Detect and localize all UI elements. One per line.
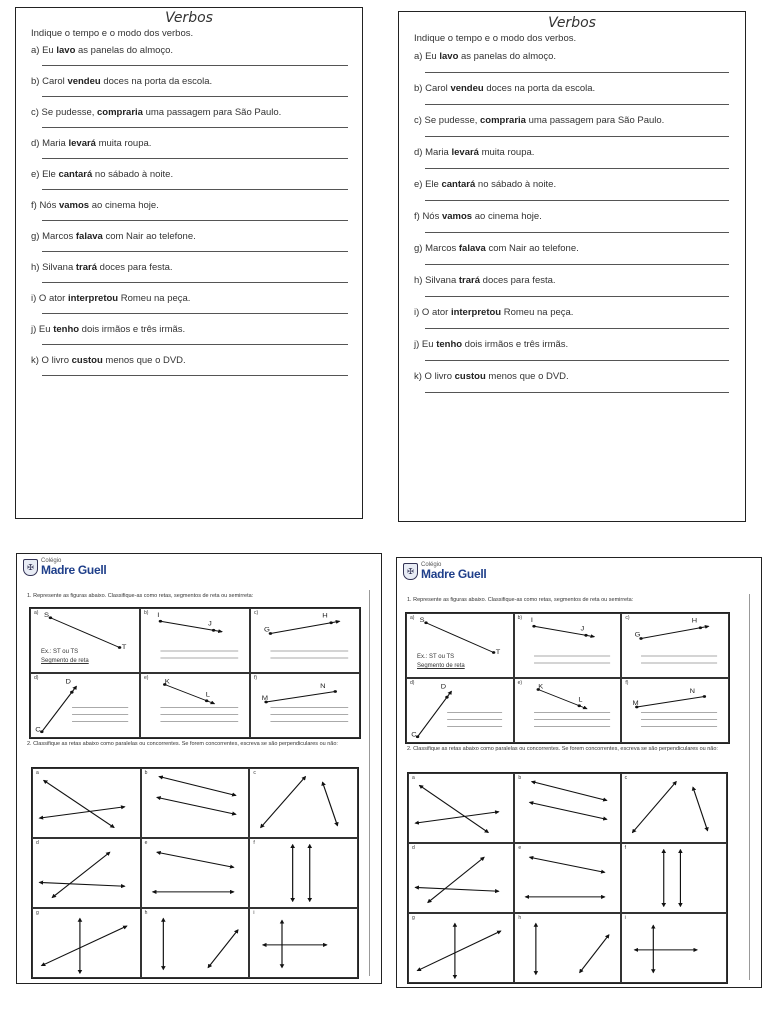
list-item: d) Maria levará muita roupa. [16, 138, 362, 159]
point-label: L [578, 697, 583, 704]
list-item: k) O livro custou menos que o DVD. [16, 355, 362, 376]
lines-cell-9 [249, 908, 358, 978]
point-label: M [261, 695, 269, 703]
lines-drawing [515, 844, 619, 912]
point-marker [49, 616, 52, 619]
point-marker [584, 634, 587, 637]
double-arrow-line [415, 812, 498, 823]
list-item: h) Silvana trará doces para festa. [16, 262, 362, 283]
answer-line[interactable] [42, 65, 348, 66]
point-marker [334, 690, 337, 693]
point-label: H [692, 618, 698, 625]
answer-line[interactable] [42, 158, 348, 159]
cell-label: f) [625, 680, 629, 686]
cell-label: e [144, 840, 148, 846]
double-arrow-line [580, 935, 609, 973]
verb-list [16, 45, 362, 376]
logo-college-label: Colégio [421, 562, 442, 568]
list-item: g) Marcos falava com Nair ao telefone. [16, 231, 362, 252]
point-label: D [65, 679, 72, 686]
point-marker [70, 691, 73, 694]
lines-cell-6 [249, 838, 358, 908]
point-label: J [207, 621, 212, 628]
figure-drawing [407, 679, 513, 742]
list-item: c) Se pudesse, compraria uma passagem para São Paulo. [16, 107, 362, 128]
cell-label: i [624, 915, 626, 921]
margin-line [369, 590, 370, 976]
figure-drawing [251, 609, 359, 672]
lines-drawing [142, 769, 249, 837]
lines-drawing [409, 844, 513, 912]
double-arrow-line [52, 852, 110, 897]
point-label: G [263, 627, 270, 634]
answer-line[interactable] [425, 296, 729, 297]
double-arrow-line [208, 930, 238, 968]
question-1-text: 1. Represente as figuras abaixo. Classifique-as como retas, segmentos de reta ou semirreta: [407, 597, 634, 603]
double-arrow-line [39, 807, 124, 818]
figure-line [641, 626, 709, 638]
geometry-sheet-left [16, 553, 382, 984]
figure-cell-4 [406, 678, 514, 743]
lines-drawing [622, 844, 726, 912]
point-label: S [43, 612, 50, 619]
example-notation: Ex.: ST ou TS [41, 649, 79, 655]
answer-line[interactable] [425, 328, 729, 329]
figure-drawing [622, 679, 728, 742]
cell-label: e) [144, 675, 149, 681]
lines-drawing [622, 774, 726, 842]
figures-grid [29, 607, 361, 739]
answer-line[interactable] [42, 375, 348, 376]
double-arrow-line [39, 882, 124, 886]
figure-cell-6 [250, 673, 360, 738]
school-logo [23, 558, 106, 576]
point-label: M [632, 700, 640, 708]
lines-drawing [250, 769, 357, 837]
point-label: N [320, 683, 326, 690]
lines-grid [407, 772, 728, 984]
figure-drawing [622, 614, 728, 677]
point-marker [212, 629, 215, 632]
point-label: S [419, 617, 425, 624]
figure-cell-2 [140, 608, 250, 673]
page-title: Verbos [165, 10, 213, 26]
page-title: Verbos [548, 15, 596, 31]
lines-cell-2 [514, 773, 620, 843]
point-label: T [121, 644, 127, 652]
figures-grid [405, 612, 730, 744]
lines-cell-9 [621, 913, 727, 983]
point-marker [205, 699, 208, 702]
double-arrow-line [532, 782, 607, 801]
lines-drawing [33, 909, 140, 977]
verb-list [399, 51, 745, 393]
lines-drawing [622, 914, 726, 982]
lines-cell-5 [141, 838, 250, 908]
answer-line[interactable] [42, 313, 348, 314]
lines-cell-4 [408, 843, 514, 913]
double-arrow-line [530, 857, 605, 872]
cell-label: b [144, 770, 148, 776]
cell-label: b) [517, 615, 523, 621]
cell-label: c) [625, 615, 630, 621]
figure-cell-1 [30, 608, 140, 673]
lines-drawing [33, 769, 140, 837]
double-arrow-line [44, 780, 114, 827]
list-item: i) O ator interpretou Romeu na peça. [16, 293, 362, 314]
lines-drawing [33, 839, 140, 907]
cell-label: a [412, 775, 415, 781]
cell-label: e) [517, 680, 523, 686]
double-arrow-line [261, 777, 306, 828]
lines-cell-7 [32, 908, 141, 978]
question-1-text: 1. Represente as figuras abaixo. Classifique-as como retas, segmentos de reta ou semirreta: [27, 593, 254, 599]
lines-drawing [515, 774, 619, 842]
lines-drawing [142, 909, 249, 977]
point-label: C [35, 727, 41, 734]
point-marker [699, 626, 702, 629]
cell-label: i [253, 910, 255, 916]
figure-cell-4 [30, 673, 140, 738]
lines-grid [31, 767, 359, 979]
point-marker [577, 704, 580, 707]
lines-cell-2 [141, 768, 250, 838]
cell-label: c [624, 775, 628, 781]
geometry-sheet-right [396, 557, 762, 988]
point-label: C [411, 732, 417, 739]
answer-line[interactable] [42, 220, 348, 221]
double-arrow-line [419, 785, 488, 832]
cell-label: d [412, 845, 415, 851]
figure-line [426, 623, 494, 653]
cell-label: g [412, 915, 415, 921]
cell-label: d [36, 840, 39, 846]
cell-label: h [144, 910, 148, 916]
figure-line [270, 621, 339, 633]
cell-label: f [624, 845, 627, 851]
lines-drawing [515, 914, 619, 982]
point-marker [329, 621, 332, 624]
answer-line[interactable] [42, 96, 348, 97]
double-arrow-line [530, 802, 607, 819]
lines-drawing [250, 839, 357, 907]
double-arrow-line [159, 777, 236, 796]
lines-cell-3 [249, 768, 358, 838]
lines-drawing [409, 774, 513, 842]
list-item: a) Eu lavo as panelas do almoço. [399, 51, 745, 73]
cell-label: c [253, 770, 256, 776]
double-arrow-line [693, 787, 708, 830]
lines-drawing [409, 914, 513, 982]
point-label: K [537, 684, 543, 691]
figure-drawing [251, 674, 359, 737]
answer-line[interactable] [425, 72, 729, 73]
answer-line[interactable] [425, 168, 729, 169]
list-item: j) Eu tenho dois irmãos e três irmãs. [399, 339, 745, 361]
point-label: T [495, 649, 501, 657]
point-label: D [440, 684, 447, 691]
lines-cell-4 [32, 838, 141, 908]
verbos-sheet-right [398, 11, 746, 522]
cell-label: a [36, 770, 39, 776]
answer-line[interactable] [425, 232, 729, 233]
figure-line [266, 692, 335, 703]
list-item: f) Nós vamos ao cinema hoje. [399, 211, 745, 233]
figure-cell-1 [406, 613, 514, 678]
point-marker [445, 696, 448, 699]
figure-drawing [515, 614, 621, 677]
answer-line[interactable] [42, 189, 348, 190]
point-marker [532, 625, 535, 628]
point-label: G [635, 632, 641, 639]
double-arrow-line [417, 931, 500, 971]
double-arrow-line [42, 926, 127, 966]
example-notation: Ex.: ST ou TS [417, 654, 455, 660]
answer-line[interactable] [425, 360, 729, 361]
double-arrow-line [323, 782, 338, 825]
list-item: b) Carol vendeu doces na porta da escola. [399, 83, 745, 105]
double-arrow-line [632, 782, 676, 833]
cell-label: f [253, 840, 255, 846]
lines-cell-8 [141, 908, 250, 978]
point-label: I [530, 617, 533, 624]
lines-cell-3 [621, 773, 727, 843]
point-marker [703, 695, 706, 698]
list-item: e) Ele cantará no sábado à noite. [399, 179, 745, 201]
point-label: K [164, 679, 170, 686]
cell-label: a) [410, 615, 415, 621]
answer-line[interactable] [425, 264, 729, 265]
point-marker [424, 621, 427, 624]
cell-label: g [36, 910, 39, 916]
list-item: j) Eu tenho dois irmãos e três irmãs. [16, 324, 362, 345]
double-arrow-line [157, 852, 234, 867]
lines-cell-6 [621, 843, 727, 913]
point-label: N [689, 688, 696, 695]
lines-drawing [250, 909, 357, 977]
figure-line [637, 697, 705, 708]
logo-school-name: Madre Guell [421, 567, 487, 581]
answer-line[interactable] [425, 136, 729, 137]
answer-line[interactable] [42, 251, 348, 252]
list-item: a) Eu lavo as panelas do almoço. [16, 45, 362, 66]
list-item: i) O ator interpretou Romeu na peça. [399, 307, 745, 329]
point-label: H [322, 613, 328, 620]
list-item: e) Ele cantará no sábado à noite. [16, 169, 362, 190]
answer-line[interactable] [42, 344, 348, 345]
list-item: h) Silvana trará doces para festa. [399, 275, 745, 297]
lines-cell-1 [408, 773, 514, 843]
answer-line[interactable] [425, 392, 729, 393]
point-marker [159, 620, 162, 623]
list-item: g) Marcos falava com Nair ao telefone. [399, 243, 745, 265]
list-item: b) Carol vendeu doces na porta da escola. [16, 76, 362, 97]
logo-college-label: Colégio [41, 558, 62, 564]
list-item: d) Maria levará muita roupa. [399, 147, 745, 169]
logo-school-name: Madre Guell [41, 563, 107, 577]
school-logo [403, 562, 486, 580]
cell-label: c) [254, 610, 259, 616]
cell-label: b [518, 775, 522, 781]
margin-line [749, 594, 750, 980]
cell-label: d) [410, 680, 415, 686]
cell-label: f) [254, 675, 258, 681]
list-item: k) O livro custou menos que o DVD. [399, 371, 745, 393]
figure-drawing [515, 679, 621, 742]
cell-label: h [518, 915, 522, 921]
crest-icon: ✠ [403, 563, 418, 580]
cell-label: a) [34, 610, 39, 616]
cell-label: d) [34, 675, 39, 681]
lines-cell-8 [514, 913, 620, 983]
figure-cell-5 [140, 673, 250, 738]
lines-cell-1 [32, 768, 141, 838]
figure-drawing [31, 674, 139, 737]
figure-cell-3 [621, 613, 729, 678]
instruction-text: Indique o tempo e o modo dos verbos. [414, 33, 577, 44]
list-item: c) Se pudesse, compraria uma passagem para São Paulo. [399, 115, 745, 137]
figure-cell-6 [621, 678, 729, 743]
lines-cell-7 [408, 913, 514, 983]
figure-drawing [141, 609, 249, 672]
question-2-text: 2. Classifique as retas abaixo como paralelas ou concorrentes. Se forem concorrentes, escreva se são perpendiculares ou não: [27, 741, 338, 747]
point-label: L [205, 692, 211, 699]
answer-line[interactable] [42, 282, 348, 283]
double-arrow-line [428, 857, 484, 902]
lines-drawing [142, 839, 249, 907]
instruction-text: Indique o tempo e o modo dos verbos. [31, 28, 194, 39]
figure-cell-3 [250, 608, 360, 673]
list-item: f) Nós vamos ao cinema hoje. [16, 200, 362, 221]
example-answer: Segmento de reta [417, 663, 465, 669]
figure-cell-2 [514, 613, 622, 678]
example-answer: Segmento de reta [41, 658, 89, 664]
answer-line[interactable] [425, 200, 729, 201]
cell-label: b) [144, 610, 149, 616]
figure-cell-5 [514, 678, 622, 743]
figure-line [50, 618, 119, 648]
answer-line[interactable] [42, 127, 348, 128]
double-arrow-line [415, 887, 498, 891]
figure-drawing [141, 674, 249, 737]
lines-cell-5 [514, 843, 620, 913]
crest-icon: ✠ [23, 559, 38, 576]
verbos-sheet-left [15, 7, 363, 519]
double-arrow-line [157, 797, 236, 814]
answer-line[interactable] [425, 104, 729, 105]
question-2-text: 2. Classifique as retas abaixo como paralelas ou concorrentes. Se forem concorrentes, escreva se são perpendiculares ou não: [407, 746, 718, 752]
cell-label: e [518, 845, 522, 851]
point-label: J [580, 626, 584, 633]
point-label: I [157, 612, 160, 619]
